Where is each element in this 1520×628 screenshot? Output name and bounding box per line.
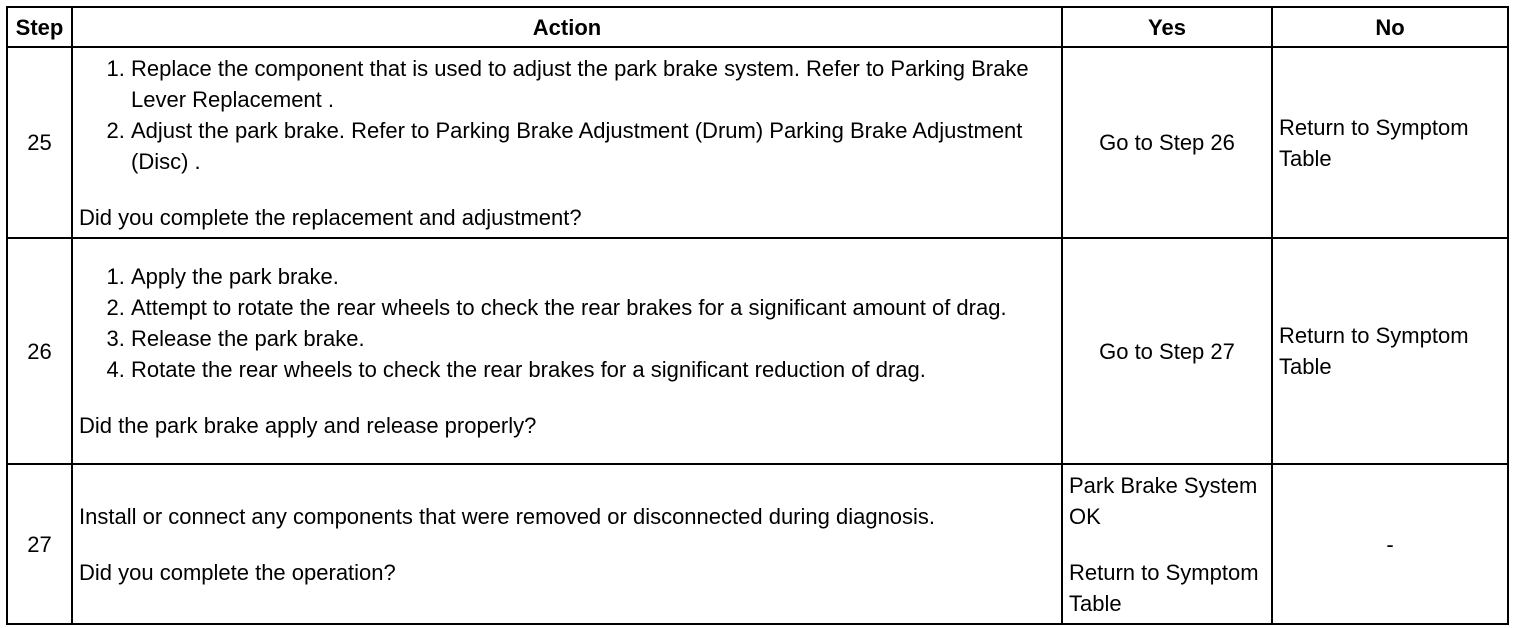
action-steps-list bbox=[79, 261, 1055, 385]
action-steps-list bbox=[79, 53, 1055, 177]
yes-alternate-result: Return to Symptom Table bbox=[1069, 559, 1259, 616]
table-row bbox=[7, 238, 1508, 464]
header-step: Step bbox=[7, 7, 72, 47]
step-number: 27 bbox=[7, 464, 72, 624]
header-action: Action bbox=[72, 7, 1062, 47]
action-step: 2. Attempt to rotate the rear wheels to check the rear brakes for a significant amount of drag. bbox=[131, 292, 1055, 323]
action-question: Did the park brake apply and release properly? bbox=[79, 413, 537, 438]
action-cell bbox=[72, 464, 1062, 624]
yes-cell: Go to Step 26 bbox=[1062, 47, 1272, 238]
header-no: No bbox=[1272, 7, 1508, 47]
action-step: 1. Replace the component that is used to adjust the park brake system. Refer to Parking Brake Lever Replacement . bbox=[131, 53, 1055, 115]
diagnostic-table bbox=[6, 6, 1509, 625]
step-number: 25 bbox=[7, 47, 72, 238]
step-number: 26 bbox=[7, 238, 72, 464]
action-question: Did you complete the operation? bbox=[79, 559, 396, 585]
no-cell: Return to Symptom Table bbox=[1272, 47, 1508, 238]
action-step: 1. Apply the park brake. bbox=[131, 261, 1055, 292]
action-cell bbox=[72, 47, 1062, 238]
no-cell: - bbox=[1272, 464, 1508, 624]
table-row bbox=[7, 47, 1508, 238]
no-cell: Return to Symptom Table bbox=[1272, 238, 1508, 464]
action-cell bbox=[72, 238, 1062, 464]
header-row bbox=[7, 7, 1508, 47]
action-question: Did you complete the replacement and adjustment? bbox=[79, 204, 582, 230]
action-step: 4. Rotate the rear wheels to check the rear brakes for a significant reduction of drag. bbox=[131, 354, 1055, 385]
action-step: 3. Release the park brake. bbox=[131, 323, 1055, 354]
header-yes: Yes bbox=[1062, 7, 1272, 47]
action-step: 2. Adjust the park brake. Refer to Parking Brake Adjustment (Drum) Parking Brake Adjustment (Disc) . bbox=[131, 115, 1055, 177]
table-row bbox=[7, 464, 1508, 624]
yes-result: Park Brake System OK bbox=[1069, 472, 1258, 529]
action-instruction: Install or connect any components that were removed or disconnected during diagnosis. bbox=[79, 503, 936, 529]
yes-cell bbox=[1062, 464, 1272, 624]
yes-cell: Go to Step 27 bbox=[1062, 238, 1272, 464]
